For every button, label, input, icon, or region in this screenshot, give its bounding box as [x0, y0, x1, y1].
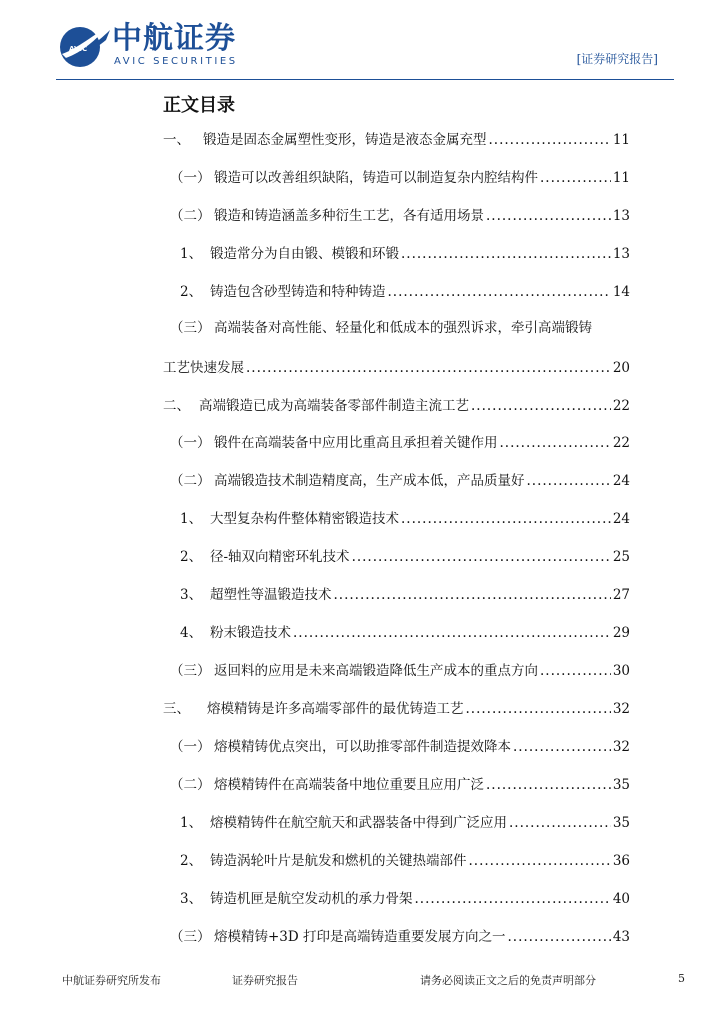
toc-entry-number: （一） — [170, 739, 211, 755]
toc-entry-text: 锻造常分为自由锻、模锻和环锻 — [210, 246, 399, 262]
toc-entry[interactable] — [170, 205, 630, 227]
toc-entry-page: 40 — [612, 891, 630, 907]
toc-entry-page: 24 — [612, 511, 630, 527]
toc-entry-text: 熔模精铸件在航空航天和武器装备中得到广泛应用 — [210, 815, 507, 831]
toc-entry-page: 29 — [612, 625, 630, 641]
toc-entry-number: （二） — [170, 777, 211, 793]
toc-entry[interactable] — [180, 546, 630, 568]
brand-name-cn: 中航证券 — [112, 21, 236, 56]
toc-entry-wrapped[interactable] — [170, 317, 592, 339]
toc-leader-dots — [352, 546, 611, 568]
toc-entry[interactable] — [170, 926, 630, 948]
toc-entry-text: 铸造涡轮叶片是航发和燃机的关键热端部件 — [210, 853, 467, 869]
toc-entry-page: 36 — [612, 853, 630, 869]
toc-entry-text: 返回料的应用是未来高端锻造降低生产成本的重点方向 — [214, 663, 538, 679]
toc-entry-number: （三） — [170, 929, 211, 945]
toc-entry[interactable] — [180, 888, 630, 910]
toc-leader-dots — [388, 281, 611, 303]
toc-entry[interactable] — [180, 850, 630, 872]
toc-entry-number: 2、 — [180, 549, 203, 565]
toc-entry-number: 1、 — [180, 815, 203, 831]
toc-entry[interactable] — [180, 812, 630, 834]
toc-entry[interactable] — [170, 774, 630, 796]
toc-entry-text: 熔模精铸是许多高端零部件的最优铸造工艺 — [207, 701, 464, 717]
toc-title: 正文目录 — [163, 95, 235, 116]
toc-entry[interactable] — [170, 660, 630, 682]
toc-entry-text: 锻件在高端装备中应用比重高且承担着关键作用 — [214, 435, 498, 451]
toc-entry-page: 25 — [612, 549, 630, 565]
toc-entry-number: （二） — [170, 208, 211, 224]
toc-entry-page: 32 — [612, 739, 630, 755]
toc-entry-text: 锻造可以改善组织缺陷，铸造可以制造复杂内腔结构件 — [214, 170, 538, 186]
toc-entry-page: 32 — [612, 701, 630, 717]
toc-entry[interactable] — [163, 129, 630, 151]
toc-entry-page: 24 — [612, 473, 630, 489]
toc-entry[interactable] — [163, 698, 630, 720]
toc-entry-page: 11 — [612, 132, 630, 148]
toc-entry-number: 3、 — [180, 891, 203, 907]
toc-leader-dots — [415, 888, 611, 910]
toc-entry-number: 1、 — [180, 511, 203, 527]
toc-entry-page: 43 — [612, 929, 630, 945]
toc-entry-number: 2、 — [180, 284, 203, 300]
footer-doc-type: 证券研究报告 — [232, 974, 298, 987]
toc-leader-dots — [508, 926, 611, 948]
toc-leader-dots — [334, 584, 611, 606]
toc-entry-number: 二、 — [163, 398, 190, 414]
toc-entry[interactable] — [170, 167, 630, 189]
toc-entry-text: 熔模精铸件在高端装备中地位重要且应用广泛 — [214, 777, 484, 793]
footer-disclaimer: 请务必阅读正文之后的免责声明部分 — [420, 974, 596, 987]
toc-entry-page: 35 — [612, 777, 630, 793]
toc-entry-number: （三） — [170, 663, 211, 679]
toc-entry[interactable] — [170, 432, 630, 454]
toc-leader-dots — [500, 432, 611, 454]
report-type-tag: [证券研究报告] — [576, 52, 658, 66]
toc-entry-number: （二） — [170, 473, 211, 489]
logo-text: AVIC — [69, 45, 88, 53]
toc-leader-dots — [246, 357, 611, 379]
toc-entry-number: （一） — [170, 170, 211, 186]
toc-leader-dots — [540, 167, 611, 189]
toc-entry-text: 铸造包含砂型铸造和特种铸造 — [210, 284, 386, 300]
toc-entry[interactable] — [180, 281, 630, 303]
toc-entry-number: 3、 — [180, 587, 203, 603]
toc-entry-text: 高端锻造已成为高端装备零部件制造主流工艺 — [199, 398, 469, 414]
toc-entry-text: 超塑性等温锻造技术 — [210, 587, 332, 603]
toc-entry-page: 14 — [612, 284, 630, 300]
footer-page-number: 5 — [678, 972, 685, 985]
toc-entry-text: 高端装备对高性能、轻量化和低成本的强烈诉求，牵引高端锻铸 — [214, 320, 592, 336]
toc-entry[interactable] — [180, 584, 630, 606]
toc-entry-page: 35 — [612, 815, 630, 831]
toc-entry-text: 锻造是固态金属塑性变形，铸造是液态金属充型 — [203, 132, 487, 148]
toc-entry-text: 粉末锻造技术 — [210, 625, 291, 641]
toc-entry-number: 三、 — [163, 701, 190, 717]
toc-entry-text: 熔模精铸优点突出，可以助推零部件制造提效降本 — [214, 739, 511, 755]
toc-entry-number: 2、 — [180, 853, 203, 869]
toc-entry-text: 熔模精铸+3D 打印是高端铸造重要发展方向之一 — [214, 929, 506, 945]
toc-leader-dots — [489, 129, 611, 151]
toc-entry[interactable] — [180, 622, 630, 644]
toc-leader-dots — [486, 774, 611, 796]
toc-entry-number: （一） — [170, 435, 211, 451]
toc-entry-page: 22 — [612, 398, 630, 414]
toc-entry-text: 大型复杂构件整体精密锻造技术 — [210, 511, 399, 527]
toc-entry-page: 30 — [612, 663, 630, 679]
toc-leader-dots — [486, 205, 611, 227]
toc-entry-page: 13 — [612, 246, 630, 262]
toc-leader-dots — [527, 470, 611, 492]
toc-leader-dots — [469, 850, 611, 872]
toc-leader-dots — [540, 660, 611, 682]
toc-entry-text: 锻造和铸造涵盖多种衍生工艺，各有适用场景 — [214, 208, 484, 224]
page-footer — [0, 960, 724, 1000]
toc-entry-number: 一、 — [163, 132, 190, 148]
toc-entry-number: （三） — [170, 320, 211, 336]
toc-leader-dots — [513, 736, 611, 758]
toc-entry-page: 13 — [612, 208, 630, 224]
toc-entry-page: 11 — [612, 170, 630, 186]
toc-entry[interactable] — [170, 736, 630, 758]
toc-leader-dots — [401, 243, 611, 265]
toc-entry[interactable] — [180, 508, 630, 530]
toc-entry-text: 高端锻造技术制造精度高，生产成本低，产品质量好 — [214, 473, 525, 489]
toc-entry[interactable] — [170, 470, 630, 492]
toc-entry[interactable] — [180, 243, 630, 265]
toc-entry[interactable] — [163, 395, 630, 417]
toc-leader-dots — [466, 698, 611, 720]
toc-entry-text: 工艺快速发展 — [163, 360, 244, 376]
brand-name-en: AVIC SECURITIES — [114, 56, 238, 67]
toc-entry-page: 22 — [612, 435, 630, 451]
footer-publisher: 中航证券研究所发布 — [62, 974, 161, 987]
toc-leader-dots — [509, 812, 611, 834]
toc-leader-dots — [401, 508, 611, 530]
toc-entry-page: 20 — [612, 360, 630, 376]
toc-entry-number: 4、 — [180, 625, 203, 641]
toc-entry-number: 1、 — [180, 246, 203, 262]
toc-entry-text: 铸造机匣是航空发动机的承力骨架 — [210, 891, 413, 907]
toc-entry-page: 27 — [612, 587, 630, 603]
toc-entry-continuation[interactable] — [163, 357, 630, 379]
toc-leader-dots — [293, 622, 611, 644]
toc-entry-text: 径-轴双向精密环轧技术 — [210, 549, 350, 565]
toc-leader-dots — [471, 395, 611, 417]
